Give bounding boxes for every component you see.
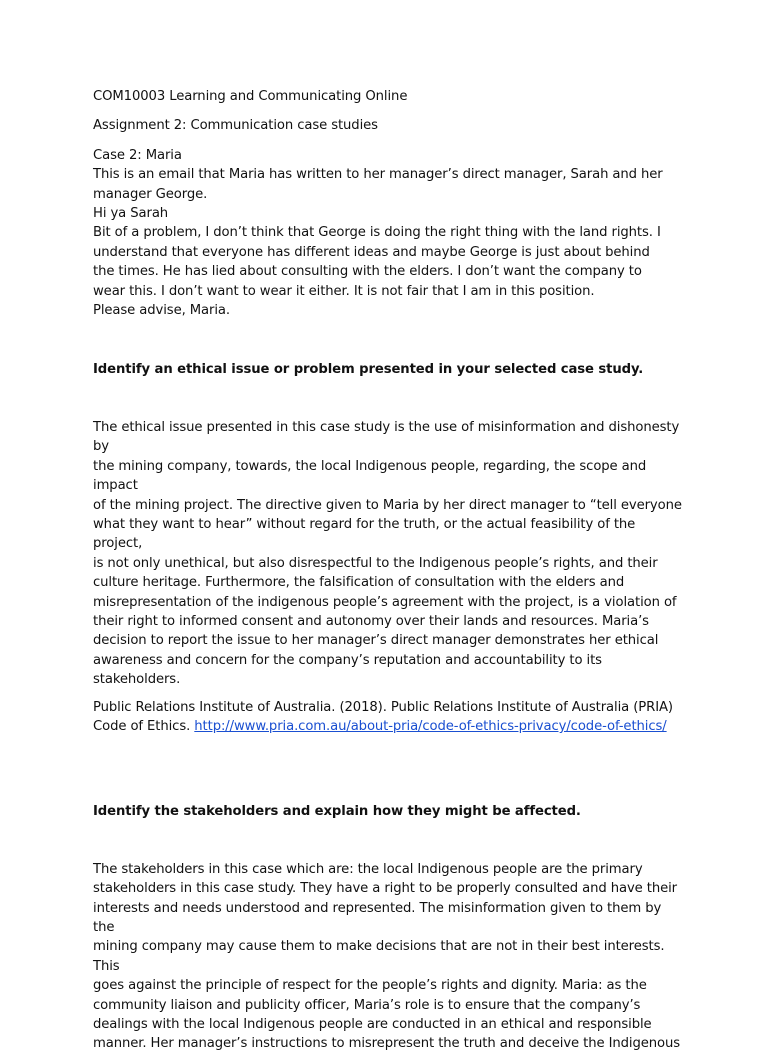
- document-body: [93, 87, 683, 1054]
- case-study-text: Case 2: Maria This is an email that Maria has written to her manager’s direct manager, Sarah and her manager George. Hi ya Sarah Bit of a problem, I don’t think that George is doing the right thing with the land rights. I understand that everyone has different ideas and maybe George is just about behind the times. He has lied about consulting with the elders. I don’t want the company to wear this. I don’t want to wear it either. It is not fair that I am in this position. Please advise, Maria.: [93, 147, 663, 319]
- answer-paragraph-1: The ethical issue presented in this case study is the use of misinformation and dishonesty by the mining company, towards, the local Indigenous people, regarding, the scope and impact of the mining project. The directive given to Maria by her direct manager to “tell everyone what they want to hear” without regard for the truth, or the actual feasibility of the project, is not only unethical, but also disrespectful to the Indigenous people’s rights, and their culture heritage. Furthermore, the falsification of consultation with the elders and misrepresentation of the indigenous people’s agreement with the project, is a violation of their right to informed consent and autonomy over their lands and resources. Maria’s decision to report the issue to her manager’s direct manager demonstrates her ethical awareness and concern for the company’s reputation and accountability to its stakeholders.: [93, 419, 682, 688]
- reference-link[interactable]: http://www.pria.com.au/about-pria/code-of-ethics-privacy/code-of-ethics/: [194, 718, 667, 734]
- assignment-title: Assignment 2: Communication case studies: [93, 118, 378, 134]
- answer-paragraph-2: The stakeholders in this case which are: the local Indigenous people are the primary stakeholders in this case study. They have a right to be properly consulted and have their interests and needs understood and represented. The misinformation given to them by the mining company may cause them to make decisions that are not in their best interests. This goes against the principle of respect for the people’s rights and dignity. Maria: as the community liaison and publicity officer, Maria’s role is to ensure that the company’s dealings with the local Indigenous people are conducted in an ethical and responsible manner. Her manager’s instructions to misrepresent the truth and deceive the Indigenous: [93, 861, 681, 1052]
- course-title: COM10003 Learning and Communicating Online: [93, 89, 408, 104]
- question-heading-1: Identify an ethical issue or problem presented in your selected case study.: [93, 362, 644, 378]
- reference-text: Public Relations Institute of Australia. (2018). Public Relations Institute of Australia (PRIA) Code of Ethics.: [93, 699, 673, 734]
- reference-citation: [93, 698, 683, 737]
- question-heading-2: Identify the stakeholders and explain how they might be affected.: [93, 804, 581, 820]
